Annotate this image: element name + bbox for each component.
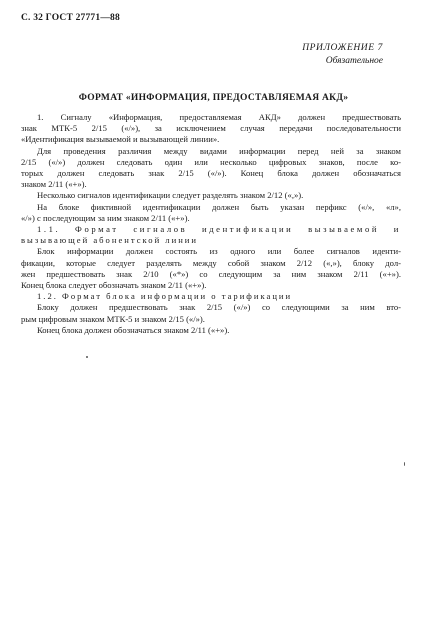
paragraph-line: Для проведения различия между видами информации перед ней за знаком (37, 145, 401, 156)
paragraph-line: «/») с последующим за ним знаком 2/11 («+»). (21, 212, 190, 223)
scan-speck (404, 462, 405, 466)
paragraph-line: торых должен следовать знак 2/15 («/»). Конец блока должен обозначаться (21, 168, 401, 179)
paragraph-line: 1. Сигналу «Информация, предоставляемая АКД» должен предшествовать (37, 112, 401, 122)
paragraph-line: На блоке фиктивной идентификации должен быть указан перфикс («/», «л», (37, 201, 401, 212)
appendix-status: Обязательное (325, 56, 383, 66)
page-header: С. 32 ГОСТ 27771—88 (21, 13, 120, 23)
paragraph-line: рым цифровым знаком МТК-5 и знаком 2/15 («/»). (21, 313, 205, 324)
paragraph-line: 2/15 («/») должен следовать один или несколько цифровых знаков, после ко- (21, 156, 401, 167)
paragraph-line: Конец блока следует обозначать знаком 2/11 («+»). (21, 280, 207, 291)
paragraph-line: «Идентификация вызываемой и вызывающей линии». (21, 134, 220, 145)
scan-speck (86, 356, 88, 358)
paragraph-line: Конец блока должен обозначаться знаком 2/11 («+»). (37, 324, 230, 335)
paragraph-line: Блоку должен предшествовать знак 2/15 («/») со следующими за ним вто- (37, 302, 401, 313)
appendix-label: ПРИЛОЖЕНИЕ 7 (302, 43, 383, 53)
subsection-heading: 1.2. Формат блока информации о тарификации (37, 291, 293, 302)
paragraph-line: жен предшествовать знак 2/10 («*») со следующим за ним знаком 2/11 («+»). (21, 268, 401, 279)
paragraph-line: знаком 2/11 («+»). (21, 179, 87, 190)
paragraph-line: Несколько сигналов идентификации следует разделять знаком 2/12 («,»). (37, 190, 304, 201)
subsection-heading: вызывающей абонентской линии (21, 235, 198, 246)
paragraph-line: знак МТК-5 2/15 («/»), за исключением случая передачи последовательности (21, 123, 401, 134)
paragraph-line: Блок информации должен состоять из одного или более сигналов иденти- (37, 246, 401, 257)
appendix-label-block (302, 42, 383, 68)
subsection-heading: 1.1. Формат сигналов идентификации вызываемой и (37, 224, 401, 235)
document-body (21, 112, 401, 336)
section-title: ФОРМАТ «ИНФОРМАЦИЯ, ПРЕДОСТАВЛЯЕМАЯ АКД» (78, 93, 349, 103)
paragraph-line: фикации, которые следует разделять между собой знаком 2/12 («,»), блоку дол- (21, 257, 401, 268)
